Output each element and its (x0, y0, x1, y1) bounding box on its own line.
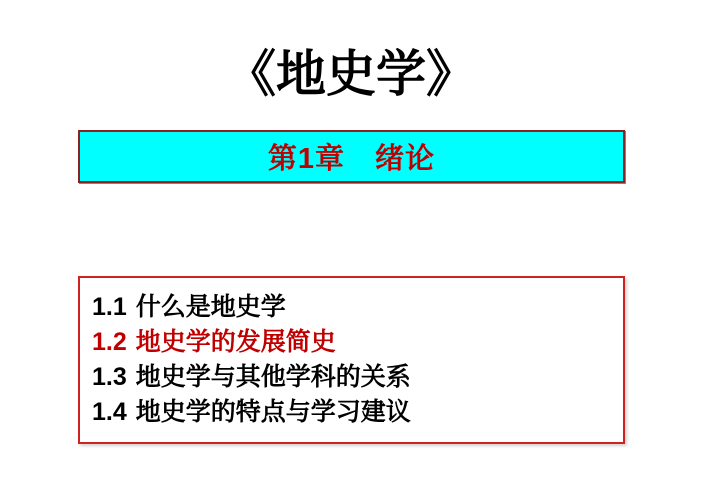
outline-item-1-3 (92, 359, 617, 394)
chapter-banner-label: 第1章 绪论 (267, 143, 436, 175)
outline-item-number: 1.2 (92, 328, 127, 356)
outline-item-text: 地史学的发展简史 (135, 327, 336, 356)
outline-item-number: 1.3 (92, 363, 127, 391)
outline-item-1-2 (92, 324, 617, 359)
outline-item-number: 1.1 (92, 293, 127, 321)
outline-item-1-1 (92, 289, 617, 324)
outline-item-1-4 (92, 394, 617, 429)
outline-item-text: 什么是地史学 (135, 292, 286, 321)
chapter-banner (78, 130, 625, 183)
outline-item-text: 地史学的特点与学习建议 (135, 397, 411, 426)
outline-item-number: 1.4 (92, 398, 127, 426)
outline-item-text: 地史学与其他学科的关系 (135, 362, 411, 391)
page-title: 《地史学》 (226, 46, 476, 102)
outline-box (78, 276, 625, 444)
